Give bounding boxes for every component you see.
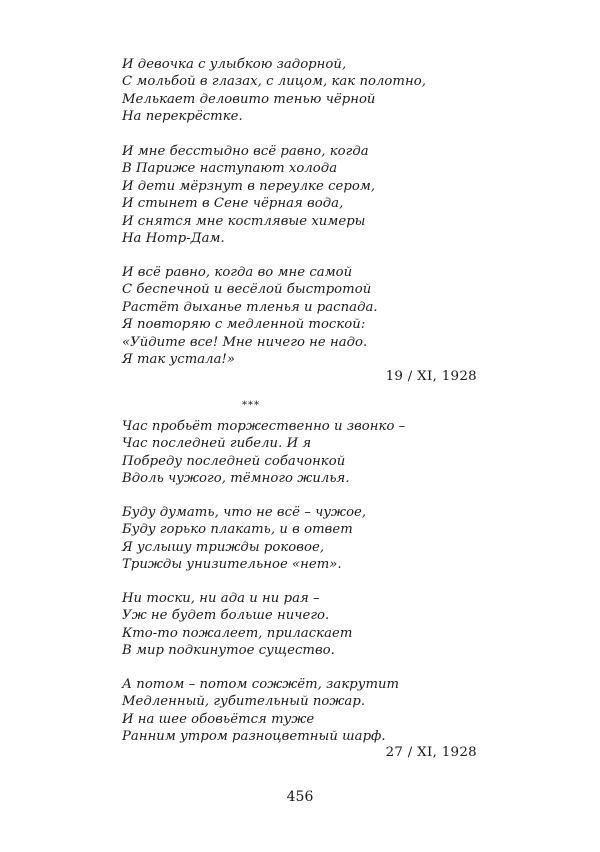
poem-line: И мне бесстыдно всё равно, когда — [122, 144, 369, 159]
poem-line: Буду горько плакать, и в ответ — [122, 522, 353, 538]
poem-line: Вдоль чужого, тёмного жилья. — [122, 471, 350, 487]
poem-line: Буду думать, что не всё – чужое, — [122, 505, 367, 520]
poem-line: И девочка с улыбкою задорной, — [122, 57, 347, 72]
poem-line: На перекрёстке. — [122, 109, 243, 125]
poem-line: А потом – потом сожжёт, закрутит — [122, 677, 400, 692]
poem-line: И всё равно, когда во мне самой — [122, 265, 353, 280]
poem-line: В Париже наступают холода — [122, 161, 338, 177]
poem-line: С беспечной и весёлой быстротой — [122, 282, 372, 298]
poem-line: Трижды унизительное «нет». — [122, 557, 342, 573]
poem-line: Уж не будет больше ничего. — [122, 608, 330, 624]
poem-line: Час последней гибели. И я — [122, 436, 312, 452]
poem1-stanza-3 — [122, 264, 502, 368]
poem-line: На Нотр-Дам. — [122, 231, 225, 247]
poem-line: Я повторяю с медленной тоской: — [122, 317, 366, 333]
poem1-stanza-2 — [122, 143, 502, 247]
poem-line: И дети мёрзнут в переулке сером, — [122, 178, 376, 194]
poem-line: Я так устала!» — [122, 352, 236, 368]
poem-line: «Уйдите все! Мне ничего не надо. — [122, 334, 368, 350]
poem-line: Медленный, губительный пожар. — [122, 694, 366, 710]
poem2-stanza-1 — [122, 418, 502, 488]
poem2-date: 27 / XI, 1928 — [385, 745, 477, 760]
poem-line: Растёт дыханье тленья и распада. — [122, 299, 378, 315]
poem2-stanza-2 — [122, 504, 502, 574]
page-number: 456 — [286, 789, 314, 805]
poem-line: Ранним утром разноцветный шарф. — [122, 729, 386, 745]
poem-line: И на шее обовьётся туже — [122, 711, 315, 727]
poem-line: Я услышу трижды роковое, — [122, 539, 325, 555]
poem-line: И стынет в Сене чёрная вода, — [122, 196, 344, 212]
section-separator: *** — [242, 400, 260, 411]
poem1-stanza-1 — [122, 56, 502, 126]
poem2-stanza-4 — [122, 676, 502, 746]
poem2-stanza-3 — [122, 590, 502, 660]
poem-line: Час пробьёт торжественно и звонко – — [122, 419, 406, 434]
poem-line: Мелькает деловито тенью чёрной — [122, 91, 376, 107]
poem-line: Побреду последней собачонкой — [122, 453, 346, 469]
poem1-date: 19 / XI, 1928 — [385, 369, 477, 384]
poem-line: Ни тоски, ни ада и ни рая – — [122, 591, 320, 606]
poem-line: Кто-то пожалеет, приласкает — [122, 625, 353, 641]
poem-line: С мольбой в глазах, с лицом, как полотно, — [122, 74, 426, 90]
poem-line: В мир подкинутое существо. — [122, 643, 335, 659]
poem-line: И снятся мне костлявые химеры — [122, 213, 366, 229]
